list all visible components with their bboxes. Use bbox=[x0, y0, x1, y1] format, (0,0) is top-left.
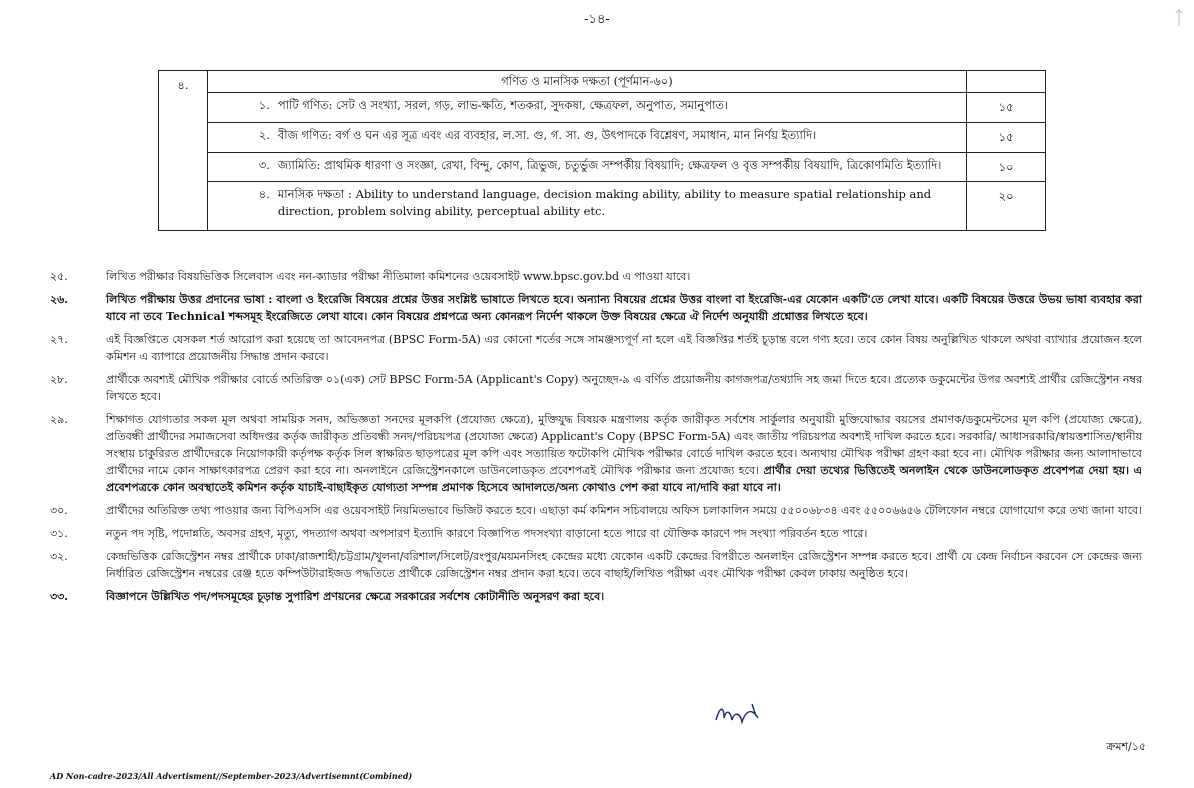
note-number: ৩১. bbox=[50, 527, 68, 540]
note-item bbox=[50, 548, 1142, 582]
corner-tick-mark bbox=[1172, 8, 1186, 28]
row-number: ৩. bbox=[258, 157, 270, 172]
row-number: ৪. bbox=[258, 187, 270, 202]
row-text: বীজ গণিত: বর্গ ও ঘন এর সূত্র এবং এর ব্যবহার, ল.সা. গু, গ. সা. গু, উৎপাদকে বিশ্লেষণ, সমাধান, মান নির্ণয় ইত্যাদি। bbox=[277, 127, 817, 142]
row-marks: ২০ bbox=[967, 182, 1046, 231]
note-text: এই বিজ্ঞপ্তিতে যেসকল শর্ত আরোপ করা হয়েছে তা আবেদনপত্র (BPSC Form-5A) এর কোনো শর্তের সঙ্গে সামঞ্জস্যপূর্ণ না হলে এই বিজ্ঞপ্তির শর্তই চূড়ান্ত বলে গণ্য হবে। তবে কোন বিষয় অনুল্লিখিত থাকলে অথবা ব্যাখ্যার প্রয়োজন হলে কমিশন এ ব্যাপারে প্রয়োজনীয় সিদ্ধান্ত প্রদান করবে। bbox=[106, 333, 1142, 363]
note-number: ২৯. bbox=[50, 413, 68, 426]
row-text: মানসিক দক্ষতা : Ability to understand language, decision making ability, ability to measure spatial relationship and direction, problem solving ability, perceptual ability etc. bbox=[277, 187, 932, 219]
note-item bbox=[50, 525, 1142, 542]
syllabus-row bbox=[208, 157, 966, 174]
note-number: ২৬. bbox=[50, 293, 69, 306]
continued-marker: ক্রমশ/১৫ bbox=[1106, 740, 1146, 753]
syllabus-row bbox=[208, 97, 966, 114]
row-number: ২. bbox=[258, 127, 270, 142]
syllabus-table bbox=[158, 70, 1046, 231]
row-text: পাটি গণিত: সেট ও সংখ্যা, সরল, গড়, লাভ-ক্ষতি, শতকরা, সুদকষা, ক্ষেত্রফল, অনুপাত, সমানুপাত। bbox=[277, 98, 729, 112]
note-text: প্রার্থীকে অবশ্যই মৌখিক পরীক্ষার বোর্ডে অতিরিক্ত ০১(এক) সেট BPSC Form-5A (Applicant's Copy) অনুচ্ছেদ-৯ এ বর্ণিত প্রয়োজনীয় কাগজপত্র/তথ্যাদি সহ জমা দিতে হবে। প্রত্যেক ডকুমেন্টের উপর অবশ্যই প্রার্থীর রেজিস্ট্রেশন নম্বর লিখতে হবে। bbox=[106, 373, 1142, 403]
note-number: ২৫. bbox=[50, 270, 68, 283]
note-item bbox=[50, 502, 1142, 519]
note-text: নতুন পদ সৃষ্টি, পদোন্নতি, অবসর গ্রহণ, মৃত্যু, পদত্যাগ অথবা অপসারণ ইত্যাদি কারণে বিজ্ঞাপিত পদসংখ্যা বাড়ানো হতে পারে বা যৌক্তিক কারণে পদ সংখ্যা পরিবর্তন হতে পারে। bbox=[106, 527, 868, 540]
note-number: ৩২. bbox=[50, 550, 68, 563]
note-number: ৩০. bbox=[50, 504, 68, 517]
note-item bbox=[50, 268, 1142, 285]
note-text-main: শিক্ষাগত যোগ্যতার সকল মূল অথবা সাময়িক সনদ, অভিজ্ঞতা সনদের মূলকপি (প্রযোজ্য ক্ষেত্রে), মুক্তিযুদ্ধ বিষয়ক মন্ত্রণালয় কর্তৃক জারীকৃত সর্বশেষ সার্কুলার অনুযায়ী মুক্তিযোদ্ধার বয়সের প্রমাণক/ডকুমেন্টসের মূল কপি (প্রযোজ্য ক্ষেত্রে), প্রতিবন্ধী প্রার্থীদের সমাজসেবা অধিদপ্তর কর্তৃক জারীকৃত প্রতিবন্ধী সনদ/পরিচয়পত্র (প্রযোজ্য ক্ষেত্রে) Applicant's Copy (BPSC Form-5A) এবং জাতীয় পরিচয়পত্র অবশ্যই দাখিল করতে হবে। সরকারি/ আধাসরকারি/স্বায়ত্তশাসিত/স্থানীয় সংস্থায় চাকুরিরত প্রার্থীদেরকে নিয়োগকারী কর্তৃপক্ষ কর্তৃক সিল স্বাক্ষরিত ছাড়পত্রের মূল কপি এবং সত্যায়িত ফটোকপি মৌখিক পরীক্ষার বোর্ডে দাখিল করতে হবে। অন্যথায় মৌখিক পরীক্ষা গ্রহণ করা হবে না। মৌখিক পরীক্ষার জন্য আলাদাভাবে প্রার্থীদের নামে কোন সাক্ষাৎকারপত্র প্রেরণ করা হবে না। অনলাইনে রেজিস্ট্রেশনকালে ডাউনলোডকৃত প্রবেশপত্রই মৌখিক পরীক্ষার জন্য প্রযোজ্য হবে। bbox=[106, 413, 1142, 477]
marks-header-cell bbox=[967, 71, 1046, 93]
note-item bbox=[50, 331, 1142, 365]
row-marks: ১৫ bbox=[967, 122, 1046, 152]
note-number: ২৮. bbox=[50, 373, 68, 386]
item-number: ৪. bbox=[159, 71, 208, 231]
note-text bbox=[106, 411, 1142, 496]
note-text-bold: প্রার্থীর দেয়া তথ্যের ভিত্তিতেই অনলাইন থেকে ডাউনলোডকৃত প্রবেশপত্র দেয়া হয়। এ প্রবেশপত্রকে কোন অবস্থাতেই কমিশন কর্তৃক যাচাই-বাছাইকৃত যোগ্যতা সম্পন্ন প্রমাণক হিসেবে আদালতে/অন্য কোথাও পেশ করা যাবে না/দাবি করা যাবে না। bbox=[106, 464, 1142, 494]
row-marks: ১৫ bbox=[967, 93, 1046, 123]
note-number: ২৭. bbox=[50, 333, 68, 346]
note-text: লিখিত পরীক্ষায় উত্তর প্রদানের ভাষা : বাংলা ও ইংরেজি বিষয়ের প্রশ্নের উত্তর সংশ্লিষ্ট ভাষাতে লিখতে হবে। অন্যান্য বিষয়ের প্রশ্নের উত্তর বাংলা বা ইংরেজি-এর যেকোন একটি'তে লেখা যাবে। একটি বিষয়ের উত্তরে উভয় ভাষা ব্যবহার করা যাবে না তবে Technical শব্দসমূহ ইংরেজিতে লেখা যাবে। কোন বিষয়ের প্রশ্নপত্রে অন্য কোনরূপ নির্দেশ থাকলে উক্ত বিষয়ের ক্ষেত্রে ঐ নির্দেশ অনুযায়ী প্রশ্নোত্তর লিখতে হবে। bbox=[106, 293, 1142, 323]
syllabus-row bbox=[208, 186, 966, 220]
instructions-list bbox=[50, 268, 1142, 611]
note-item bbox=[50, 411, 1142, 496]
syllabus-row bbox=[208, 127, 966, 144]
row-text: জ্যামিতি: প্রাথমিক ধারণা ও সংজ্ঞা, রেখা, বিন্দু, কোণ, ত্রিভুজ, চতুর্ভুজ সম্পর্কীয় বিষয়াদি; ক্ষেত্রফল ও বৃত্ত সম্পর্কীয় বিষয়াদি, ত্রিকোণমিতি ইত্যাদি। bbox=[277, 157, 942, 172]
note-text: কেন্দ্রভিত্তিক রেজিস্ট্রেশন নম্বর প্রার্থীকে ঢাকা/রাজশাহী/চট্টগ্রাম/খুলনা/বরিশাল/সিলেট/রংপুর/ময়মনসিংহ কেন্দ্রের মধ্যে যেকোন একটি কেন্দ্রের বিপরীতে অনলাইন রেজিস্ট্রেশন সম্পন্ন করতে হবে। প্রার্থী যে কেন্দ্র নির্বাচন করবেন সে কেন্দ্রের জন্য নির্ধারিত রেজিস্ট্রেশন নম্বরের রেঞ্জ হতে কম্পিউটারাইজড পদ্ধতিতে প্রার্থীকে রেজিস্ট্রেশন নম্বর প্রদান করা হবে। তবে বাছাই/লিখিত পরীক্ষা এবং মৌখিক পরীক্ষা কেবল ঢাকায় অনুষ্ঠিত হবে। bbox=[106, 550, 1142, 580]
page-number: -১৪- bbox=[584, 12, 610, 27]
footer-reference: AD Non-cadre-2023/All Advertisment//September-2023/Advertisemnt(Combined) bbox=[50, 771, 413, 781]
row-marks: ১০ bbox=[967, 152, 1046, 182]
signature-mark bbox=[712, 700, 772, 730]
section-heading: গণিত ও মানসিক দক্ষতা (পূর্ণমান-৬০) bbox=[207, 71, 966, 93]
row-number: ১. bbox=[258, 98, 270, 112]
note-item bbox=[50, 588, 1142, 605]
note-item bbox=[50, 371, 1142, 405]
note-text: বিজ্ঞাপনে উল্লিখিত পদ/পদসমূহের চূড়ান্ত সুপারিশ প্রণয়নের ক্ষেত্রে সরকারের সর্বশেষ কোটানীতি অনুসরণ করা হবে। bbox=[106, 590, 605, 603]
note-number: ৩৩. bbox=[50, 590, 69, 603]
note-item bbox=[50, 291, 1142, 325]
note-text: লিখিত পরীক্ষার বিষয়ভিত্তিক সিলেবাস এবং নন-ক্যাডার পরীক্ষা নীতিমালা কমিশনের ওয়েবসাইট www.bpsc.gov.bd এ পাওয়া যাবে। bbox=[106, 270, 691, 283]
note-text: প্রার্থীদের অতিরিক্ত তথ্য পাওয়ার জন্য বিপিএসসি এর ওয়েবসাইট নিয়মিতভাবে ভিজিট করতে হবে। এছাড়া কর্ম কমিশন সচিবালয়ে অফিস চলাকালিন সময়ে ৫৫০০৬৮৩৪ এবং ৫৫০০৬৬৫৬ টেলিফোন নম্বরে যোগাযোগ করে তথ্য জানা যাবে। bbox=[106, 504, 1142, 517]
